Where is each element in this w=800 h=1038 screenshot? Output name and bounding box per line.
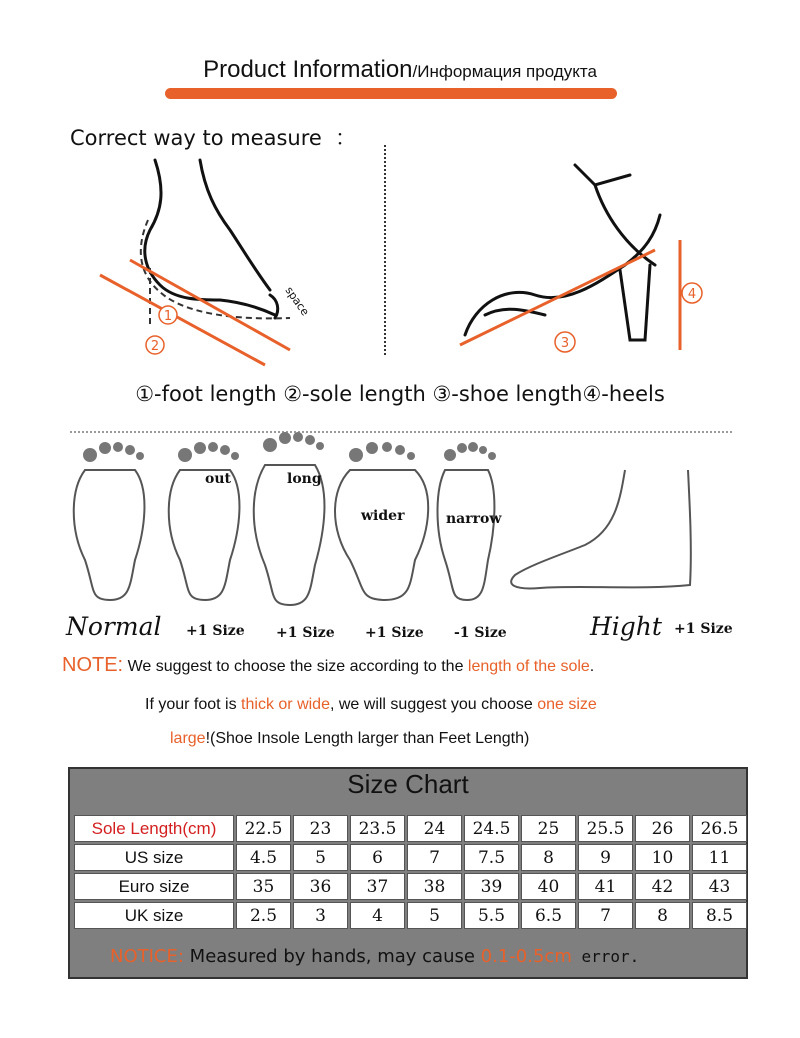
table-cell: 25 — [521, 815, 576, 842]
foot-wider-outline — [335, 470, 428, 600]
table-row — [74, 902, 747, 929]
size-chart-title: Size Chart — [347, 769, 469, 799]
note-line-2 — [145, 696, 597, 714]
shoe-length-line — [460, 250, 655, 345]
table-cell: 23 — [293, 815, 348, 842]
note-highlight-sole: length of the sole — [467, 658, 590, 675]
table-cell: 42 — [635, 873, 690, 900]
table-cell: 41 — [578, 873, 633, 900]
table-cell: 4 — [350, 902, 405, 929]
title-underline-bar — [165, 88, 617, 99]
table-cell: 2.5 — [236, 902, 291, 929]
svg-text:3: 3 — [560, 336, 570, 351]
marker-1 — [159, 306, 177, 324]
size-advice-wider: +1 Size — [365, 625, 424, 641]
table-cell: 23.5 — [350, 815, 405, 842]
shoe-measure-illustration — [455, 155, 715, 365]
measure-title: Correct way to measure ： — [70, 126, 357, 150]
table-cell: 22.5 — [236, 815, 291, 842]
marker-2 — [146, 336, 164, 354]
table-row — [74, 873, 747, 900]
table-cell: 5.5 — [464, 902, 519, 929]
note-text: , we will suggest you choose — [329, 696, 538, 713]
foot-narrow-outline — [438, 470, 495, 600]
note-line-1 — [62, 654, 594, 677]
note-highlight-one-size: one size — [537, 696, 597, 713]
title-russian: /Информация продукта — [412, 62, 597, 81]
table-cell: 6 — [350, 844, 405, 871]
foot-type-illustrations — [0, 430, 800, 620]
title-english: Product Information — [203, 56, 413, 83]
table-cell: 37 — [350, 873, 405, 900]
size-chart-table — [72, 813, 749, 931]
note-text: If your foot is — [145, 696, 242, 713]
note-text: We suggest to choose the size according to the — [123, 658, 468, 675]
table-cell: 11 — [692, 844, 747, 871]
measurement-legend: ①-foot length ②-sole length ③-shoe length④-heels — [135, 382, 665, 406]
table-cell: 8 — [521, 844, 576, 871]
table-cell: 7.5 — [464, 844, 519, 871]
svg-text:1: 1 — [163, 309, 173, 324]
table-row — [74, 815, 747, 842]
size-advice-hight: +1 Size — [674, 621, 733, 637]
foot-name-normal: Normal — [66, 612, 162, 641]
table-cell: 5 — [407, 902, 462, 929]
row-label: Euro size — [74, 873, 234, 900]
size-advice-narrow: -1 Size — [454, 625, 507, 641]
table-cell: 26 — [635, 815, 690, 842]
table-cell: 10 — [635, 844, 690, 871]
table-row — [74, 844, 747, 871]
row-label: UK size — [74, 902, 234, 929]
note-text: !(Shoe Insole Length larger than Feet Length) — [205, 730, 530, 747]
svg-text:2: 2 — [150, 339, 160, 354]
foot-measure-illustration — [90, 150, 320, 380]
foot-high-arch-outline — [511, 470, 691, 588]
foot-normal-outline — [74, 470, 145, 600]
table-cell: 38 — [407, 873, 462, 900]
table-cell: 9 — [578, 844, 633, 871]
marker-4 — [682, 283, 702, 303]
foot-label-long: long — [287, 471, 322, 487]
foot-label-wider: wider — [361, 508, 405, 524]
note-prefix: NOTE: — [62, 654, 124, 676]
table-cell: 8.5 — [692, 902, 747, 929]
table-cell: 39 — [464, 873, 519, 900]
table-cell: 26.5 — [692, 815, 747, 842]
table-cell: 5 — [293, 844, 348, 871]
page-title — [0, 56, 800, 84]
foot-label-out: out — [205, 471, 231, 487]
foot-label-narrow: narrow — [446, 511, 502, 527]
note-line-3 — [170, 730, 529, 748]
foot-name-hight: Hight — [590, 612, 662, 641]
marker-3 — [555, 332, 575, 352]
note-highlight-thick: thick or wide — [241, 696, 330, 713]
notice-line — [110, 946, 639, 967]
table-cell: 35 — [236, 873, 291, 900]
notice-text: Measured by hands, may cause — [183, 946, 481, 967]
table-cell: 40 — [521, 873, 576, 900]
table-cell: 7 — [578, 902, 633, 929]
table-cell: 36 — [293, 873, 348, 900]
table-cell: 8 — [635, 902, 690, 929]
table-cell: 25.5 — [578, 815, 633, 842]
table-cell: 43 — [692, 873, 747, 900]
section-divider-vertical — [384, 145, 386, 355]
row-label: US size — [74, 844, 234, 871]
table-cell: 24 — [407, 815, 462, 842]
table-cell: 6.5 — [521, 902, 576, 929]
size-advice-out: +1 Size — [186, 623, 245, 639]
notice-range: 0.1-0.5cm — [480, 946, 572, 967]
size-advice-long: +1 Size — [276, 625, 335, 641]
space-label: space — [282, 284, 312, 319]
note-highlight-large: large — [170, 730, 206, 747]
table-cell: 4.5 — [236, 844, 291, 871]
foot-out-outline — [169, 470, 240, 600]
svg-text:4: 4 — [687, 287, 697, 302]
row-label: Sole Length(cm) — [74, 815, 234, 842]
table-cell: 3 — [293, 902, 348, 929]
table-cell: 7 — [407, 844, 462, 871]
note-text-end: . — [589, 658, 595, 675]
notice-suffix: error. — [571, 947, 640, 966]
notice-prefix: NOTICE: — [110, 946, 184, 967]
table-cell: 24.5 — [464, 815, 519, 842]
